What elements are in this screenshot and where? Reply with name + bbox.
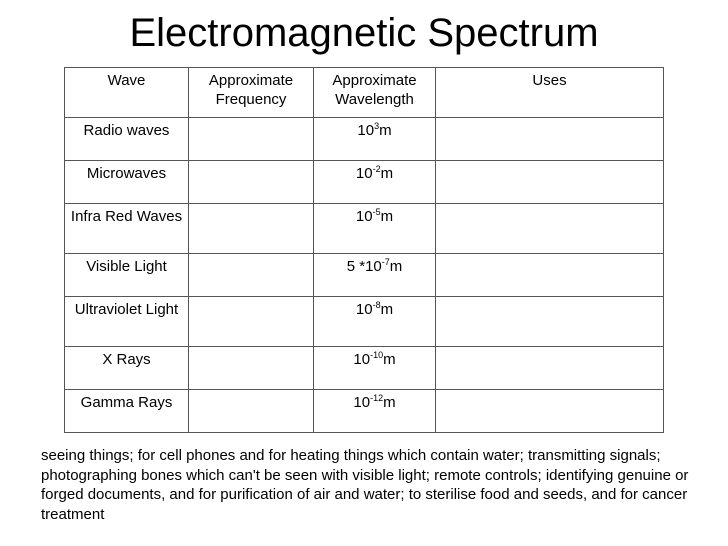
header-row	[65, 68, 664, 118]
header-uses: Uses	[436, 68, 664, 118]
frequency-cell[interactable]	[189, 297, 314, 347]
wave-cell: Gamma Rays	[65, 390, 189, 433]
frequency-cell[interactable]	[189, 118, 314, 161]
wave-cell: Infra Red Waves	[65, 204, 189, 254]
frequency-cell[interactable]	[189, 254, 314, 297]
uses-cell[interactable]	[436, 297, 664, 347]
uses-cell[interactable]	[436, 254, 664, 297]
frequency-cell[interactable]	[189, 390, 314, 433]
wave-cell: Microwaves	[65, 161, 189, 204]
wave-cell: Radio waves	[65, 118, 189, 161]
uses-cell[interactable]	[436, 161, 664, 204]
wavelength-cell: $10^{-2}m$	[314, 161, 436, 204]
uses-word-bank: seeing things; for cell phones and for heating things which contain water; transmitting signals; photographing bones which can't be seen with visible light; remote controls; identifying genuine or forged documents, and for purification of air and water; to sterilise food and seeds, and for cancer treatment	[41, 447, 689, 523]
wave-cell: Ultraviolet Light	[65, 297, 189, 347]
wavelength-cell: $10^3m$	[314, 118, 436, 161]
table-row	[65, 390, 664, 433]
spectrum-table	[64, 67, 664, 433]
wavelength-cell: $10^{-8}m$	[314, 297, 436, 347]
table-row	[65, 347, 664, 390]
wave-cell: X Rays	[65, 347, 189, 390]
header-wavelength: Approximate Wavelength	[314, 68, 436, 118]
wavelength-cell: $10^{-10}m$	[314, 347, 436, 390]
page-title: Electromagnetic Spectrum	[129, 11, 599, 55]
wavelength-cell: 5 $*10^{-7}m$	[314, 254, 436, 297]
uses-cell[interactable]	[436, 390, 664, 433]
uses-cell[interactable]	[436, 118, 664, 161]
table-row	[65, 161, 664, 204]
table-row	[65, 254, 664, 297]
header-frequency: Approximate Frequency	[189, 68, 314, 118]
header-wave: Wave	[65, 68, 189, 118]
wavelength-cell: $10^{-5}m$	[314, 204, 436, 254]
wave-cell: Visible Light	[65, 254, 189, 297]
frequency-cell[interactable]	[189, 347, 314, 390]
wavelength-cell: $10^{-12}m$	[314, 390, 436, 433]
table-row	[65, 297, 664, 347]
frequency-cell[interactable]	[189, 161, 314, 204]
uses-cell[interactable]	[436, 347, 664, 390]
frequency-cell[interactable]	[189, 204, 314, 254]
table-row	[65, 118, 664, 161]
uses-cell[interactable]	[436, 204, 664, 254]
table-row	[65, 204, 664, 254]
